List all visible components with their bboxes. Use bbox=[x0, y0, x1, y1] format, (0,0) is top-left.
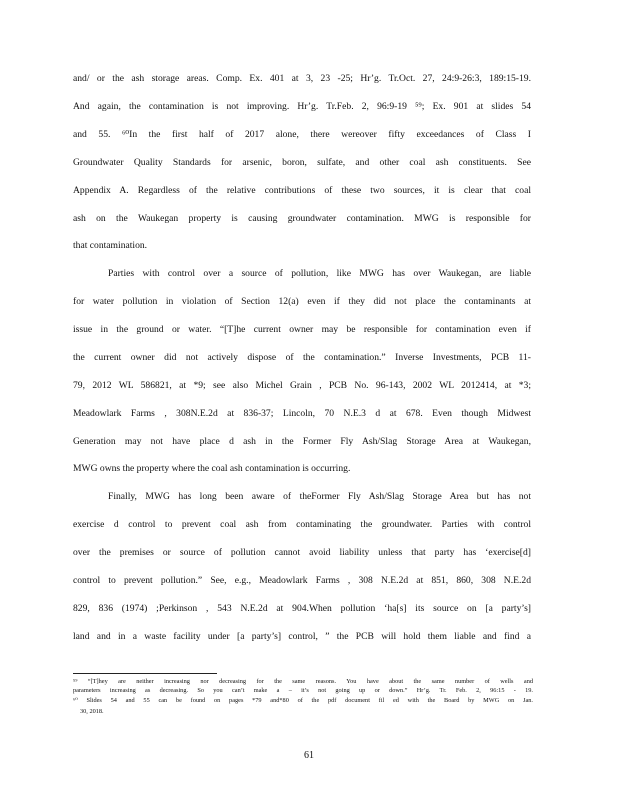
body-line: issue in the ground or water. “[T]he current owner may be responsible for contamination even if bbox=[73, 324, 531, 335]
body-line: 829, 836 (1974) ;Perkinson , 543 N.E.2d at 904.When pollution ‘ha[s] its source on [a party’s] bbox=[73, 603, 531, 614]
body-line: Generation may not have place d ash in the Former Fly Ash/Slag Storage Area at Waukegan, bbox=[73, 436, 531, 447]
body-line: Groundwater Quality Standards for arsenic, boron, sulfate, and other coal ash constituents. See bbox=[73, 157, 531, 168]
body-line: control to prevent pollution.” See, e.g., Meadowlark Farms , 308 N.E.2d at 851, 860, 308 N.E.2d bbox=[73, 575, 531, 586]
footnote-line: ⁵⁹ “[T]hey are neither increasing nor decreasing for the same reasons. You have about the same number of wells and bbox=[73, 678, 533, 685]
body-line: for water pollution in violation of Section 12(a) even if they did not place the contaminants at bbox=[73, 296, 531, 307]
footnote-line: 30, 2018. bbox=[80, 708, 104, 715]
body-line: and/ or the ash storage areas. Comp. Ex. 401 at 3, 23 -25; Hr’g. Tr.Oct. 27, 24:9-26:3, 189:15-19. bbox=[73, 73, 531, 84]
body-line: ash on the Waukegan property is causing groundwater contamination. MWG is responsible for bbox=[73, 213, 531, 224]
body-line: Finally, MWG has long been aware of theFormer Fly Ash/Slag Storage Area but has not bbox=[108, 491, 531, 502]
page-number: 61 bbox=[304, 750, 314, 761]
body-line: Parties with control over a source of pollution, like MWG has over Waukegan, are liable bbox=[108, 268, 531, 279]
body-line: Meadowlark Farms , 308N.E.2d at 836-37; Lincoln, 70 N.E.3 d at 678. Even though Midwest bbox=[73, 408, 531, 419]
body-line: the current owner did not actively dispose of the contamination.” Inverse Investments, PCB 11- bbox=[73, 352, 531, 363]
footnote-divider bbox=[73, 673, 217, 674]
body-line: exercise d control to prevent coal ash from contaminating the groundwater. Parties with control bbox=[73, 519, 531, 530]
body-line: And again, the contamination is not improving. Hr’g. Tr.Feb. 2, 96:9-19 ⁵⁹; Ex. 901 at slides 54 bbox=[73, 101, 531, 112]
body-line: that contamination. bbox=[73, 240, 148, 251]
body-line: land and in a waste facility under [a party’s] control, ” the PCB will hold them liable and find a bbox=[73, 631, 531, 642]
body-line: MWG owns the property where the coal ash contamination is occurring. bbox=[73, 463, 351, 474]
body-line: and 55. ⁶⁰In the first half of 2017 alone, there wereover fifty exceedances of Class I bbox=[73, 129, 531, 140]
body-line: 79, 2012 WL 586821, at *9; see also Michel Grain , PCB No. 96-143, 2002 WL 2012414, at *3; bbox=[73, 380, 531, 391]
body-line: Appendix A. Regardless of the relative contributions of these two sources, it is clear that coal bbox=[73, 185, 531, 196]
body-line: over the premises or source of pollution cannot avoid liability unless that party has ‘exercise[d] bbox=[73, 547, 531, 558]
footnote-line: parameters increasing as decreasing. So you can’t make a – it’s not going up or down.” Hr’g. Tr. Feb. 2, 96:15 - 19. bbox=[73, 687, 533, 694]
footnote-line: ⁶⁰ Slides 54 and 55 can be found on pages *79 and*80 of the pdf document fil ed with the Board by MWG on Jan. bbox=[73, 697, 533, 704]
